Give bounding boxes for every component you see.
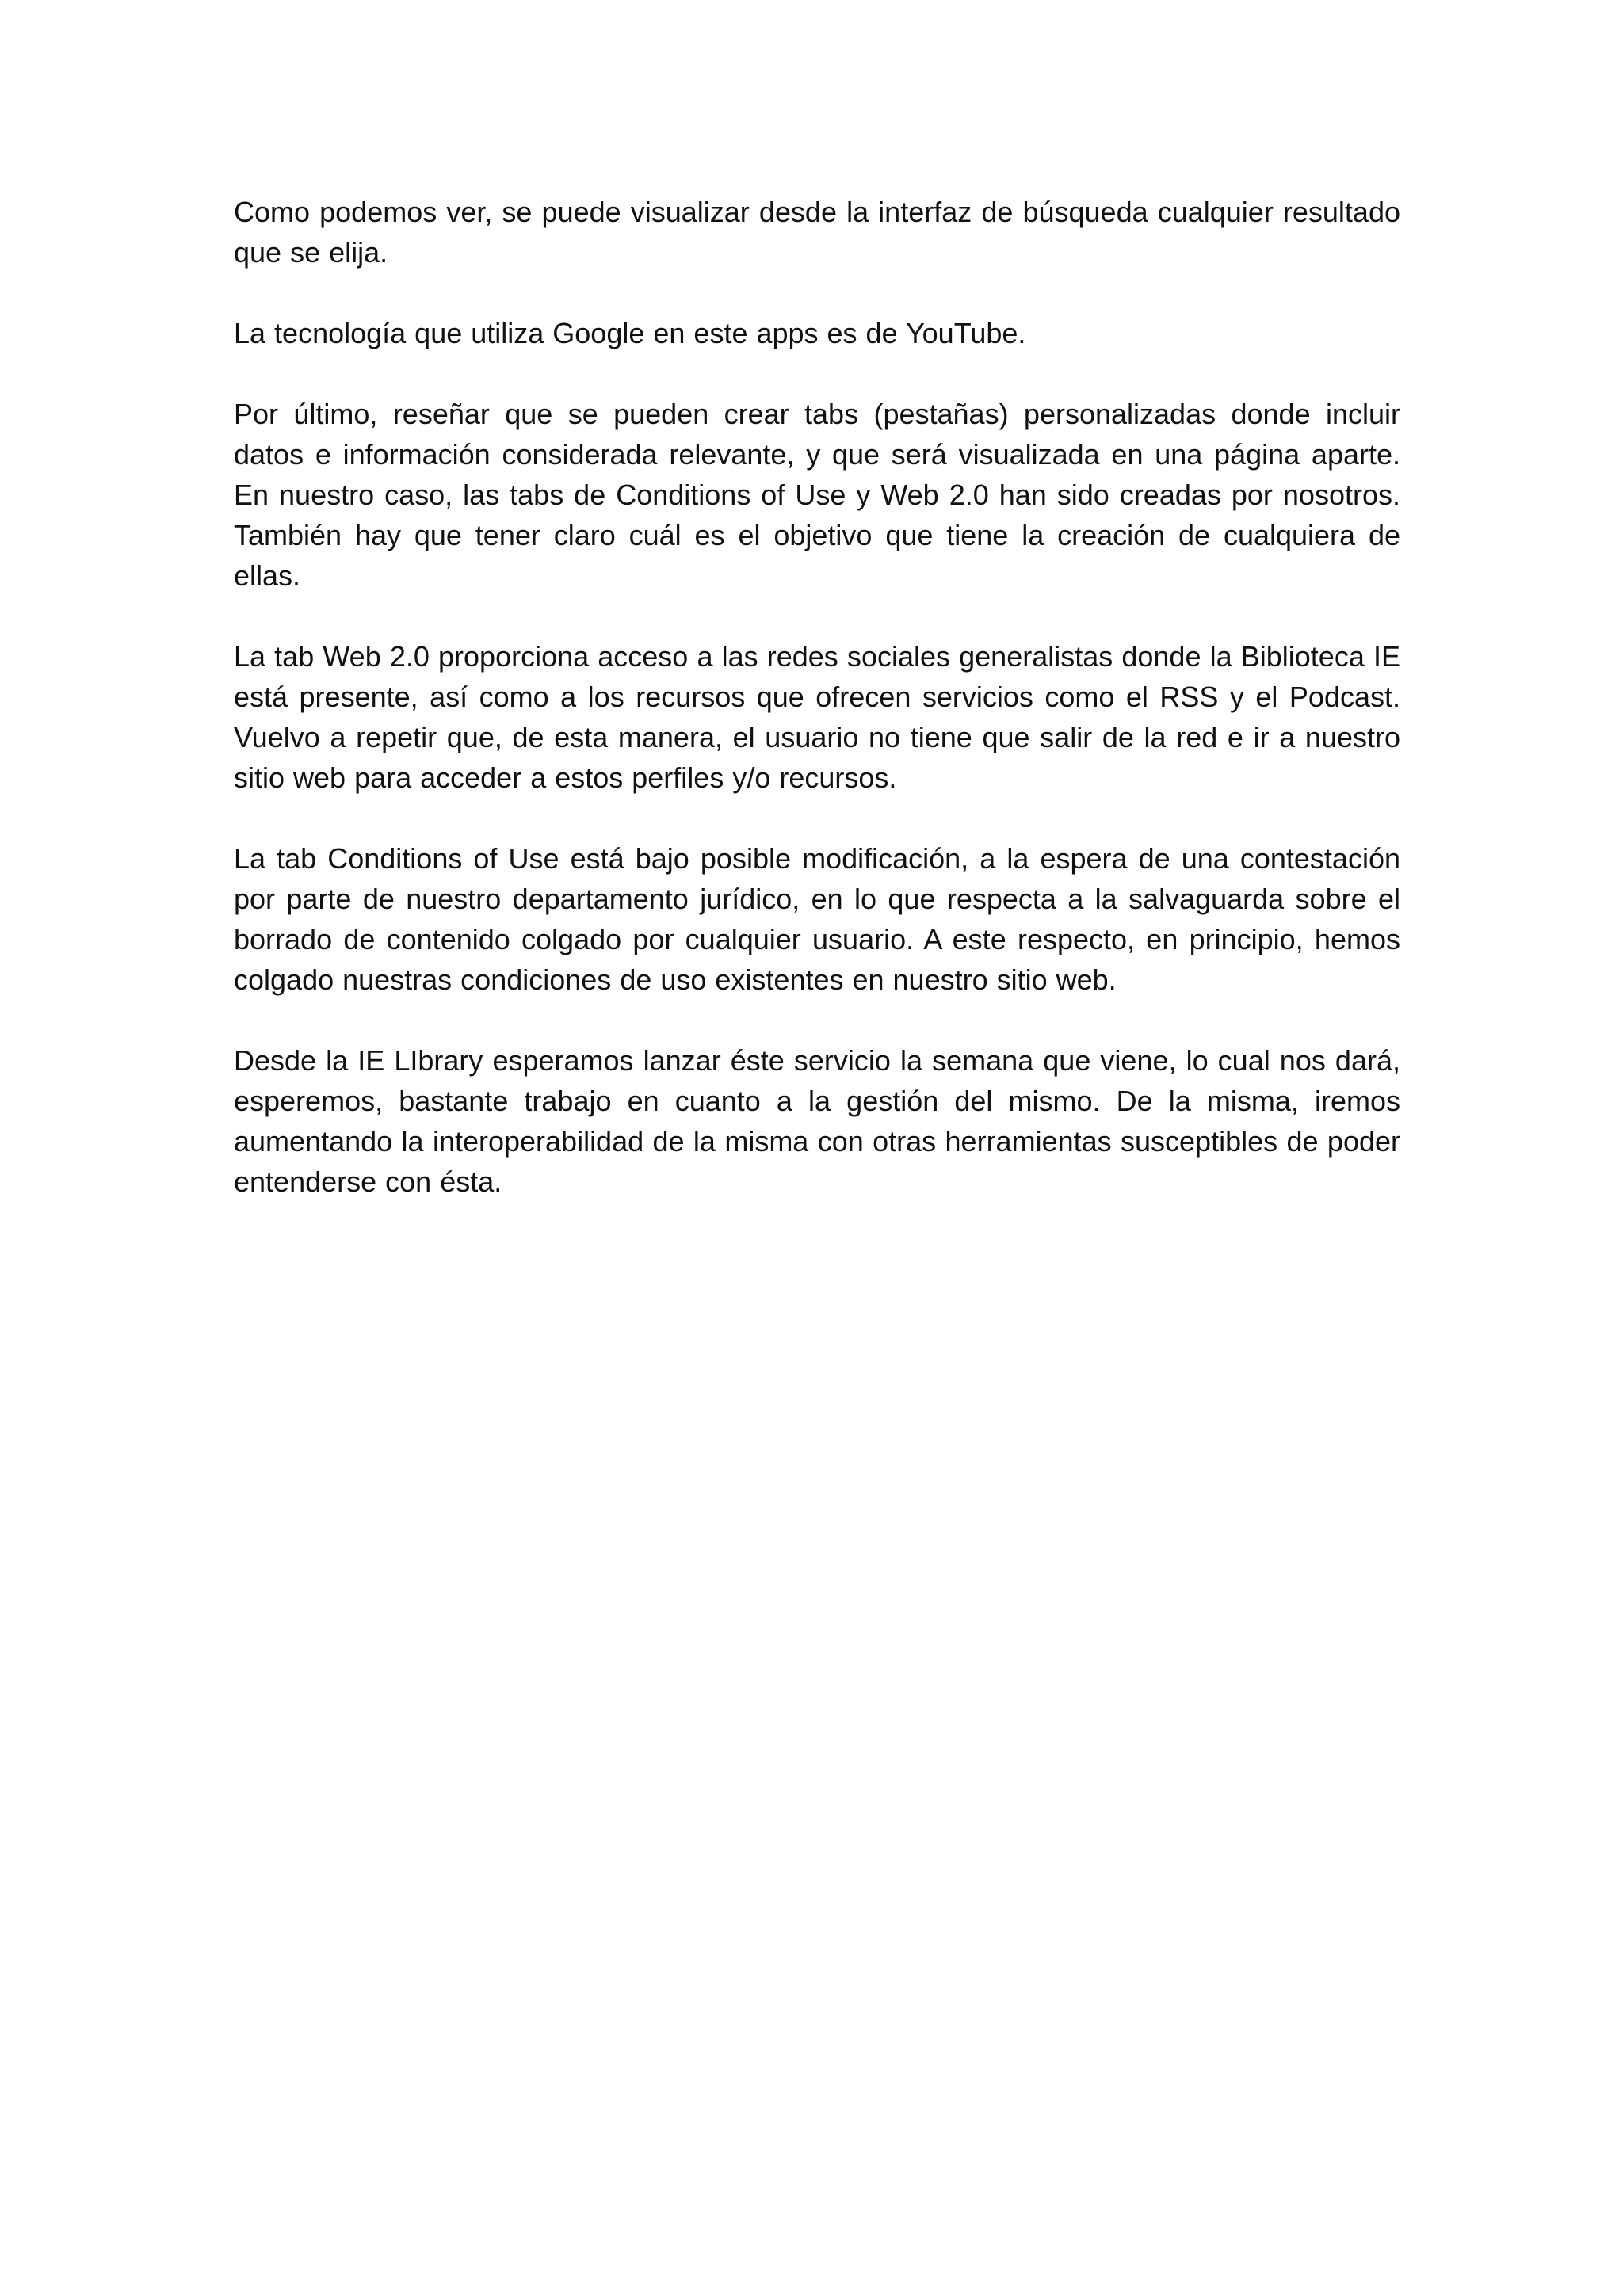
paragraph-search-results: Como podemos ver, se puede visualizar desde la interfaz de búsqueda cualquier resultado que se elija.	[234, 196, 1400, 269]
paragraph-custom-tabs: Por último, reseñar que se pueden crear tabs (pestañas) personalizadas donde incluir datos e información considerada relevante, y que será visualizada en una página aparte. En nuestro caso, las tabs de Conditions of Use y Web 2.0 han sido creadas por nosotros. También hay que tener claro cuál es el objetivo que tiene la creación de cualquiera de ellas.	[234, 398, 1400, 592]
paragraph-web20-tab: La tab Web 2.0 proporciona acceso a las redes sociales generalistas donde la Biblioteca IE está presente, así como a los recursos que ofrecen servicios como el RSS y el Podcast. Vuelvo a repetir que, de esta manera, el usuario no tiene que salir de la red e ir a nuestro sitio web para acceder a estos perfiles y/o recursos.	[234, 640, 1400, 794]
paragraph-technology: La tecnología que utiliza Google en este apps es de YouTube.	[234, 317, 1026, 349]
document-body	[234, 192, 1400, 1242]
paragraph-launch: Desde la IE LIbrary esperamos lanzar éste servicio la semana que viene, lo cual nos dará, esperemos, bastante trabajo en cuanto a la gestión del mismo. De la misma, iremos aumentando la interoperabilidad de la misma con otras herramientas susceptibles de poder entenderse con ésta.	[234, 1044, 1400, 1198]
paragraph-conditions-tab: La tab Conditions of Use está bajo posible modificación, a la espera de una contestación por parte de nuestro departamento jurídico, en lo que respecta a la salvaguarda sobre el borrado de contenido colgado por cualquier usuario. A este respecto, en principio, hemos colgado nuestras condiciones de uso existentes en nuestro sitio web.	[234, 842, 1400, 996]
